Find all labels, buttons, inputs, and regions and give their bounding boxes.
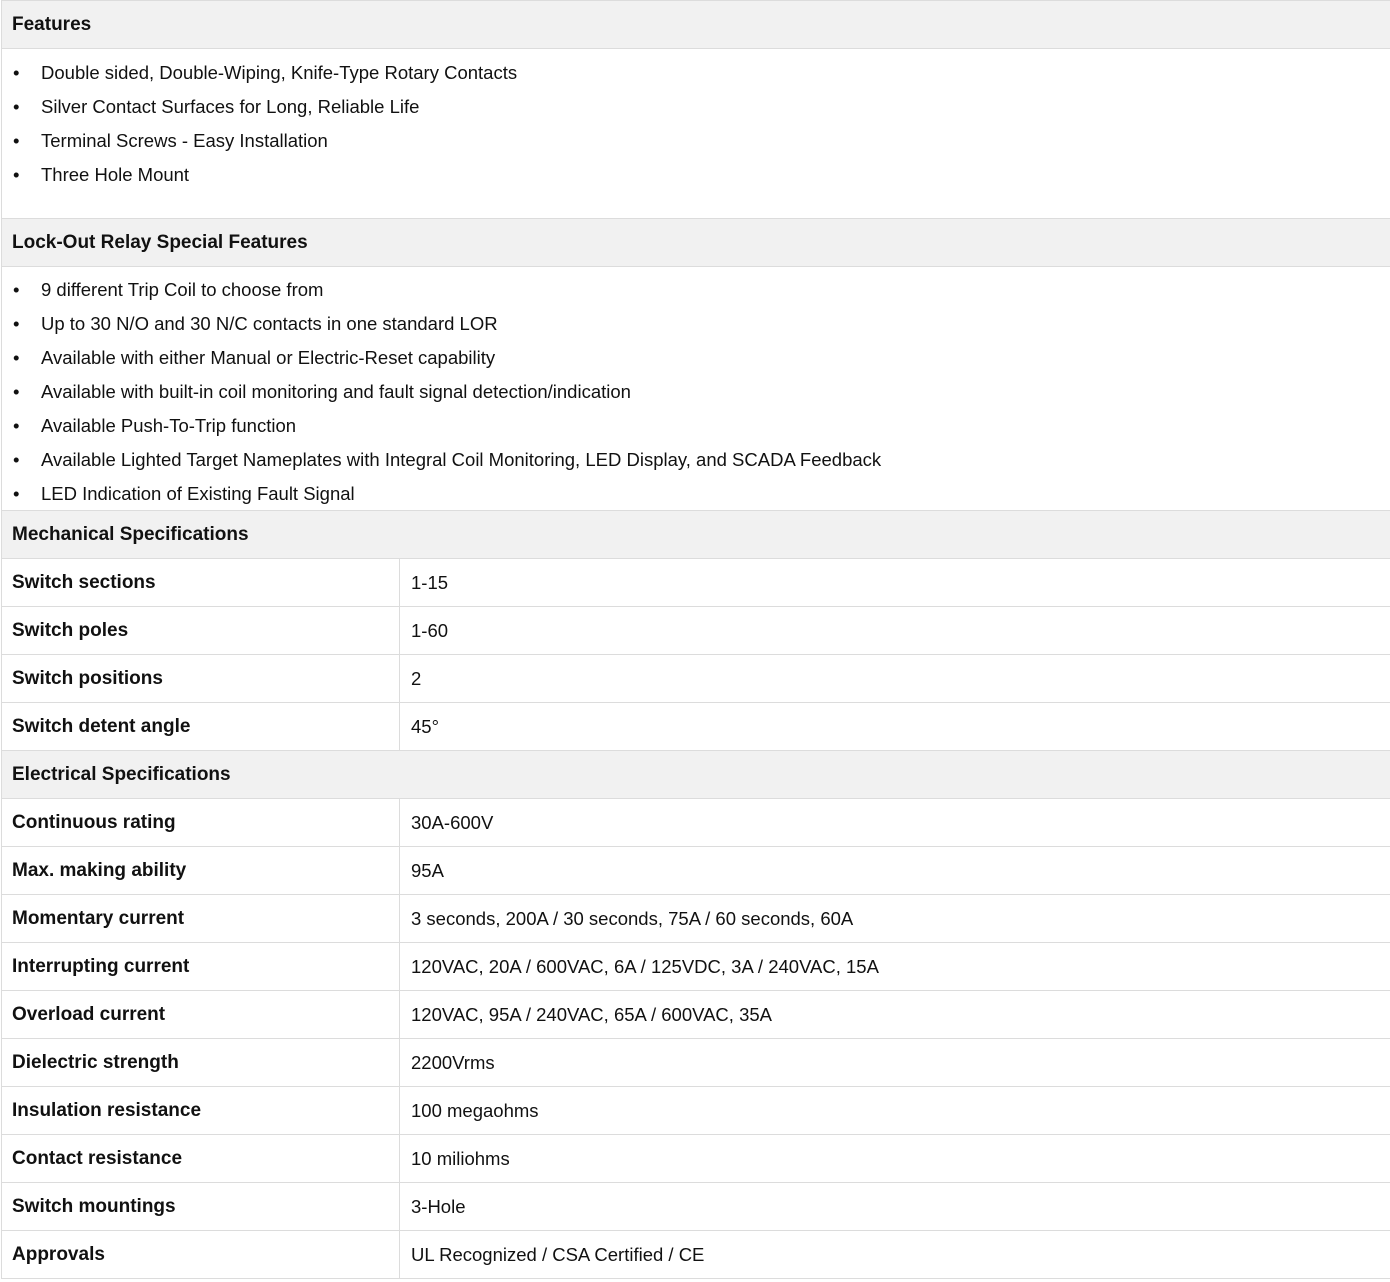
table-row [2,847,1390,895]
table-row [2,1231,1390,1279]
bullet-icon: • [13,449,20,470]
spec-label: Insulation resistance [2,1087,400,1134]
spec-value: 3 seconds, 200A / 30 seconds, 75A / 60 seconds, 60A [411,907,854,929]
spec-value: 100 megaohms [411,1099,539,1121]
table-row [2,895,1390,943]
spec-value: 2 [411,667,422,689]
table-row [2,943,1390,991]
spec-value: 1-15 [411,571,449,593]
table-row [2,799,1390,847]
bullet-icon: • [13,381,20,402]
spec-label: Switch sections [2,559,400,606]
list-item: • 9 different Trip Coil to choose from [13,279,324,300]
spec-value: 2200Vrms [411,1051,495,1073]
spec-label: Switch positions [2,655,400,702]
spec-value: 3-Hole [411,1195,466,1217]
bullet-icon: • [13,347,20,368]
spec-label: Overload current [2,991,400,1038]
bullet-icon: • [13,279,20,300]
list-item: • Available with built-in coil monitoring and fault signal detection/indication [13,381,631,402]
spec-value: 45° [411,715,439,737]
bullet-icon: • [13,130,20,151]
table-row [2,607,1390,655]
bullet-icon: • [13,96,20,117]
spec-label: Contact resistance [2,1135,400,1182]
table-row [2,1183,1390,1231]
spec-sheet [1,0,1390,1279]
spec-label: Switch poles [2,607,400,654]
table-row [2,655,1390,703]
spec-value: 95A [411,859,444,881]
spec-label: Switch detent angle [2,703,400,750]
spec-value: 1-60 [411,619,449,641]
spec-value: 120VAC, 95A / 240VAC, 65A / 600VAC, 35A [411,1003,772,1025]
list-item: • Available Lighted Target Nameplates with Integral Coil Monitoring, LED Display, and SCADA Feedback [13,449,882,470]
list-item: • Three Hole Mount [13,164,190,185]
lor-list [2,267,1390,511]
list-item: • Silver Contact Surfaces for Long, Reliable Life [13,96,420,117]
bullet-icon: • [13,164,20,185]
spec-label: Interrupting current [2,943,400,990]
bullet-icon: • [13,483,20,504]
electrical-heading: Electrical Specifications [2,751,1390,799]
mechanical-heading: Mechanical Specifications [2,511,1390,559]
spec-value: 10 miliohms [411,1147,510,1169]
table-row [2,991,1390,1039]
features-heading: Features [2,1,1390,49]
list-item: • Double sided, Double-Wiping, Knife-Type Rotary Contacts [13,62,518,83]
list-item: • Terminal Screws - Easy Installation [13,130,328,151]
lor-heading: Lock-Out Relay Special Features [2,219,1390,267]
list-item: • Available Push-To-Trip function [13,415,297,436]
table-row [2,559,1390,607]
spec-label: Switch mountings [2,1183,400,1230]
list-item: • LED Indication of Existing Fault Signal [13,483,355,504]
spec-value: 30A-600V [411,811,494,833]
table-row [2,1039,1390,1087]
bullet-icon: • [13,313,20,334]
bullet-icon: • [13,62,20,83]
spec-value: UL Recognized / CSA Certified / CE [411,1243,705,1265]
table-row [2,1087,1390,1135]
table-row [2,1135,1390,1183]
table-row [2,703,1390,751]
spec-label: Momentary current [2,895,400,942]
spec-label: Continuous rating [2,799,400,846]
spec-label: Dielectric strength [2,1039,400,1086]
spec-label: Max. making ability [2,847,400,894]
spec-label: Approvals [2,1231,400,1278]
list-item: • Up to 30 N/O and 30 N/C contacts in one standard LOR [13,313,498,334]
spec-value: 120VAC, 20A / 600VAC, 6A / 125VDC, 3A / 240VAC, 15A [411,955,879,977]
bullet-icon: • [13,415,20,436]
list-item: • Available with either Manual or Electric-Reset capability [13,347,496,368]
features-list [2,49,1390,219]
